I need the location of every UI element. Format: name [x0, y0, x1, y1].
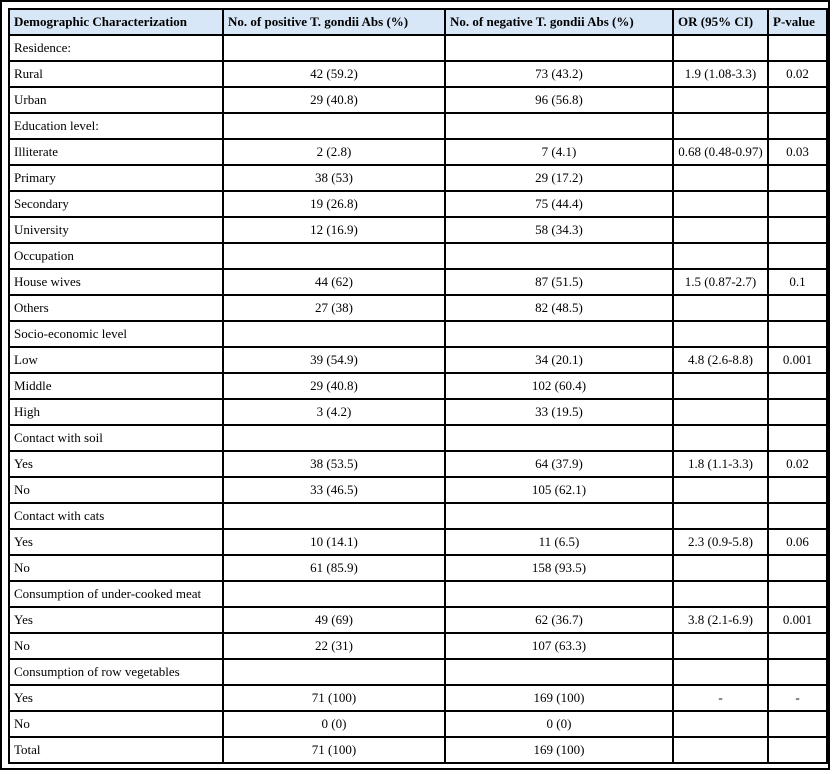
negative-count-cell	[445, 581, 673, 607]
or-ci-cell	[673, 425, 768, 451]
positive-count-cell: 61 (85.9)	[223, 555, 445, 581]
p-value-cell	[768, 503, 827, 529]
label-cell: Illiterate	[9, 139, 223, 165]
positive-count-cell: 27 (38)	[223, 295, 445, 321]
label-cell: Residence:	[9, 35, 223, 61]
negative-count-cell: 0 (0)	[445, 711, 673, 737]
negative-count-cell: 96 (56.8)	[445, 87, 673, 113]
p-value-cell: -	[768, 685, 827, 711]
or-ci-cell	[673, 113, 768, 139]
p-value-cell: 0.1	[768, 269, 827, 295]
positive-count-cell	[223, 425, 445, 451]
p-value-cell	[768, 113, 827, 139]
demographics-table	[8, 8, 828, 764]
label-cell: Primary	[9, 165, 223, 191]
positive-count-cell: 49 (69)	[223, 607, 445, 633]
label-cell: No	[9, 633, 223, 659]
positive-count-cell: 33 (46.5)	[223, 477, 445, 503]
or-ci-cell	[673, 295, 768, 321]
p-value-cell	[768, 373, 827, 399]
positive-count-cell	[223, 581, 445, 607]
table-row	[9, 61, 827, 87]
negative-count-cell: 158 (93.5)	[445, 555, 673, 581]
positive-count-cell: 3 (4.2)	[223, 399, 445, 425]
table-row	[9, 529, 827, 555]
table-row	[9, 139, 827, 165]
column-header-positive: No. of positive T. gondii Abs (%)	[223, 9, 445, 35]
positive-count-cell: 71 (100)	[223, 737, 445, 763]
table-row	[9, 607, 827, 633]
or-ci-cell: 3.8 (2.1-6.9)	[673, 607, 768, 633]
or-ci-cell	[673, 321, 768, 347]
table-row	[9, 243, 827, 269]
negative-count-cell: 64 (37.9)	[445, 451, 673, 477]
positive-count-cell: 38 (53)	[223, 165, 445, 191]
or-ci-cell	[673, 711, 768, 737]
negative-count-cell	[445, 113, 673, 139]
table-row	[9, 217, 827, 243]
or-ci-cell	[673, 35, 768, 61]
table-row	[9, 737, 827, 763]
positive-count-cell: 10 (14.1)	[223, 529, 445, 555]
or-ci-cell	[673, 581, 768, 607]
positive-count-cell: 38 (53.5)	[223, 451, 445, 477]
label-cell: No	[9, 555, 223, 581]
label-cell: Consumption of row vegetables	[9, 659, 223, 685]
or-ci-cell	[673, 477, 768, 503]
p-value-cell: 0.001	[768, 607, 827, 633]
positive-count-cell: 0 (0)	[223, 711, 445, 737]
or-ci-cell	[673, 555, 768, 581]
label-cell: Middle	[9, 373, 223, 399]
label-cell: Total	[9, 737, 223, 763]
negative-count-cell: 87 (51.5)	[445, 269, 673, 295]
table-row	[9, 451, 827, 477]
table-row	[9, 685, 827, 711]
positive-count-cell: 39 (54.9)	[223, 347, 445, 373]
negative-count-cell: 33 (19.5)	[445, 399, 673, 425]
p-value-cell: 0.03	[768, 139, 827, 165]
label-cell: Yes	[9, 529, 223, 555]
label-cell: Yes	[9, 607, 223, 633]
or-ci-cell	[673, 191, 768, 217]
negative-count-cell: 169 (100)	[445, 685, 673, 711]
p-value-cell	[768, 321, 827, 347]
negative-count-cell	[445, 503, 673, 529]
table-row	[9, 373, 827, 399]
negative-count-cell	[445, 425, 673, 451]
table-row	[9, 347, 827, 373]
negative-count-cell	[445, 321, 673, 347]
negative-count-cell: 169 (100)	[445, 737, 673, 763]
positive-count-cell: 22 (31)	[223, 633, 445, 659]
negative-count-cell	[445, 243, 673, 269]
or-ci-cell	[673, 737, 768, 763]
positive-count-cell	[223, 321, 445, 347]
label-cell: Socio-economic level	[9, 321, 223, 347]
column-header-demographic: Demographic Characterization	[9, 9, 223, 35]
positive-count-cell	[223, 659, 445, 685]
label-cell: Yes	[9, 451, 223, 477]
label-cell: Education level:	[9, 113, 223, 139]
label-cell: House wives	[9, 269, 223, 295]
table-row	[9, 711, 827, 737]
p-value-cell	[768, 399, 827, 425]
column-header-p-value: P-value	[768, 9, 827, 35]
positive-count-cell: 19 (26.8)	[223, 191, 445, 217]
p-value-cell	[768, 295, 827, 321]
column-header-or-ci: OR (95% CI)	[673, 9, 768, 35]
negative-count-cell: 7 (4.1)	[445, 139, 673, 165]
or-ci-cell: 1.8 (1.1-3.3)	[673, 451, 768, 477]
or-ci-cell	[673, 243, 768, 269]
label-cell: Contact with soil	[9, 425, 223, 451]
header-row	[9, 9, 827, 35]
or-ci-cell	[673, 659, 768, 685]
p-value-cell	[768, 425, 827, 451]
or-ci-cell	[673, 165, 768, 191]
or-ci-cell	[673, 217, 768, 243]
label-cell: Others	[9, 295, 223, 321]
p-value-cell	[768, 555, 827, 581]
label-cell: Yes	[9, 685, 223, 711]
or-ci-cell: 0.68 (0.48-0.97)	[673, 139, 768, 165]
table-row	[9, 113, 827, 139]
p-value-cell	[768, 165, 827, 191]
p-value-cell: 0.06	[768, 529, 827, 555]
p-value-cell	[768, 87, 827, 113]
negative-count-cell	[445, 659, 673, 685]
p-value-cell	[768, 659, 827, 685]
p-value-cell	[768, 35, 827, 61]
label-cell: High	[9, 399, 223, 425]
negative-count-cell: 82 (48.5)	[445, 295, 673, 321]
table-row	[9, 35, 827, 61]
p-value-cell	[768, 737, 827, 763]
or-ci-cell: -	[673, 685, 768, 711]
or-ci-cell: 4.8 (2.6-8.8)	[673, 347, 768, 373]
label-cell: No	[9, 477, 223, 503]
p-value-cell	[768, 217, 827, 243]
positive-count-cell: 12 (16.9)	[223, 217, 445, 243]
p-value-cell: 0.02	[768, 451, 827, 477]
p-value-cell	[768, 477, 827, 503]
positive-count-cell	[223, 35, 445, 61]
negative-count-cell: 107 (63.3)	[445, 633, 673, 659]
negative-count-cell: 105 (62.1)	[445, 477, 673, 503]
table-row	[9, 659, 827, 685]
or-ci-cell: 1.9 (1.08-3.3)	[673, 61, 768, 87]
positive-count-cell	[223, 503, 445, 529]
table-row	[9, 87, 827, 113]
label-cell: University	[9, 217, 223, 243]
column-header-negative: No. of negative T. gondii Abs (%)	[445, 9, 673, 35]
p-value-cell: 0.001	[768, 347, 827, 373]
or-ci-cell: 1.5 (0.87-2.7)	[673, 269, 768, 295]
p-value-cell: 0.02	[768, 61, 827, 87]
label-cell: Contact with cats	[9, 503, 223, 529]
positive-count-cell	[223, 113, 445, 139]
negative-count-cell: 34 (20.1)	[445, 347, 673, 373]
positive-count-cell: 29 (40.8)	[223, 373, 445, 399]
negative-count-cell: 73 (43.2)	[445, 61, 673, 87]
table-row	[9, 425, 827, 451]
positive-count-cell: 44 (62)	[223, 269, 445, 295]
table-row	[9, 269, 827, 295]
p-value-cell	[768, 581, 827, 607]
or-ci-cell	[673, 399, 768, 425]
label-cell: Urban	[9, 87, 223, 113]
p-value-cell	[768, 243, 827, 269]
or-ci-cell	[673, 633, 768, 659]
table-row	[9, 477, 827, 503]
p-value-cell	[768, 633, 827, 659]
negative-count-cell: 29 (17.2)	[445, 165, 673, 191]
label-cell: Consumption of under-cooked meat	[9, 581, 223, 607]
positive-count-cell: 42 (59.2)	[223, 61, 445, 87]
or-ci-cell	[673, 503, 768, 529]
negative-count-cell: 75 (44.4)	[445, 191, 673, 217]
table-row	[9, 581, 827, 607]
label-cell: Low	[9, 347, 223, 373]
positive-count-cell: 71 (100)	[223, 685, 445, 711]
negative-count-cell	[445, 35, 673, 61]
p-value-cell	[768, 191, 827, 217]
table-row	[9, 503, 827, 529]
table-row	[9, 555, 827, 581]
negative-count-cell: 102 (60.4)	[445, 373, 673, 399]
negative-count-cell: 62 (36.7)	[445, 607, 673, 633]
or-ci-cell	[673, 87, 768, 113]
p-value-cell	[768, 711, 827, 737]
positive-count-cell: 2 (2.8)	[223, 139, 445, 165]
label-cell: Secondary	[9, 191, 223, 217]
table-body	[9, 35, 827, 763]
or-ci-cell: 2.3 (0.9-5.8)	[673, 529, 768, 555]
negative-count-cell: 11 (6.5)	[445, 529, 673, 555]
positive-count-cell	[223, 243, 445, 269]
label-cell: Occupation	[9, 243, 223, 269]
table-row	[9, 399, 827, 425]
table-row	[9, 295, 827, 321]
negative-count-cell: 58 (34.3)	[445, 217, 673, 243]
positive-count-cell: 29 (40.8)	[223, 87, 445, 113]
table-row	[9, 633, 827, 659]
or-ci-cell	[673, 373, 768, 399]
table-row	[9, 191, 827, 217]
table-row	[9, 321, 827, 347]
label-cell: Rural	[9, 61, 223, 87]
label-cell: No	[9, 711, 223, 737]
table-row	[9, 165, 827, 191]
